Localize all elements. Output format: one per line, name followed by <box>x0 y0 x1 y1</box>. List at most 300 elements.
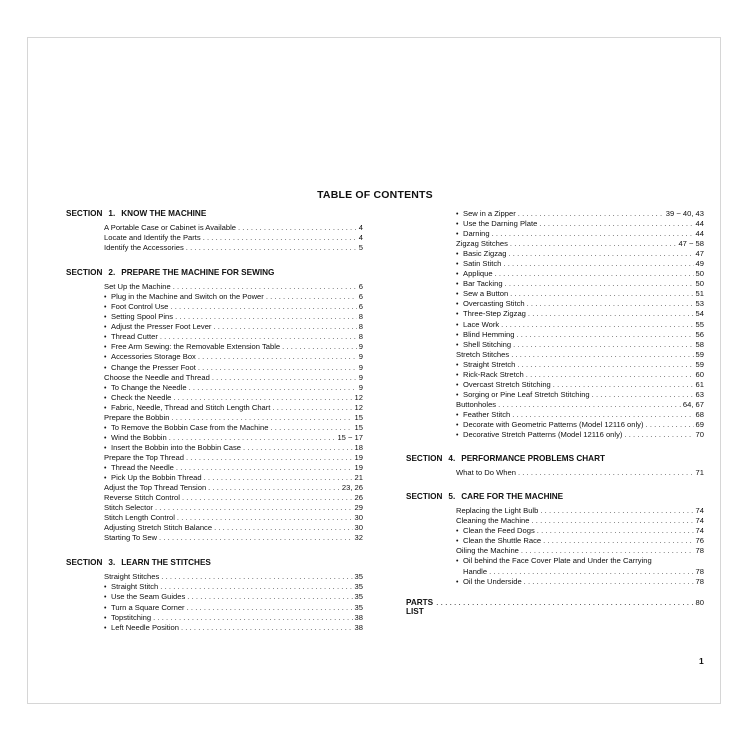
dot-leader <box>155 503 353 513</box>
toc-entry <box>456 468 704 478</box>
toc-entry-page: 35 <box>354 592 363 602</box>
toc-entry <box>456 279 704 289</box>
toc-entry <box>104 403 363 413</box>
toc-entry-page: 76 <box>695 536 704 546</box>
toc-entry-page: 39 ~ 40, 43 <box>665 209 704 218</box>
dot-leader <box>243 443 353 453</box>
dot-leader <box>513 340 693 350</box>
bullet-icon: • <box>456 291 459 299</box>
dot-leader <box>198 363 357 373</box>
dot-leader <box>539 219 693 229</box>
toc-entry <box>456 380 704 390</box>
toc-entry <box>104 413 363 423</box>
toc-entry <box>456 320 704 330</box>
bullet-icon: • <box>456 281 459 289</box>
toc-entry-title: Left Needle Position <box>111 622 179 632</box>
toc-entry <box>104 363 363 373</box>
toc-entry-page: 35 <box>354 602 363 612</box>
toc-entry-page: 69 <box>695 419 704 429</box>
dot-leader <box>214 523 352 533</box>
bullet-icon: • <box>104 404 107 412</box>
dot-leader <box>492 229 694 239</box>
bullet-icon: • <box>104 324 107 332</box>
section-heading <box>66 207 363 220</box>
toc-entry-page: 9 <box>358 362 363 372</box>
dot-leader <box>517 360 693 370</box>
toc-entry-page: 5 <box>358 243 363 253</box>
dot-leader <box>540 506 693 516</box>
toc-entry-title: Zigzag Stitches <box>456 239 508 249</box>
toc-entry <box>456 526 704 536</box>
toc-entry <box>104 623 363 633</box>
toc-entry-title: Stitch Selector <box>104 503 153 513</box>
toc-entry <box>456 249 704 259</box>
toc-entry-page: 8 <box>358 332 363 342</box>
section-number: 4. <box>448 454 456 464</box>
toc-entry <box>104 523 363 533</box>
dot-leader <box>518 209 664 219</box>
dot-leader <box>160 582 352 592</box>
toc-entry-page: 30 <box>354 523 363 533</box>
toc-entry-title: Adjusting Stretch Stitch Balance <box>104 523 213 533</box>
dot-leader <box>511 350 693 360</box>
toc-entry-page: 15 <box>354 422 363 432</box>
dot-leader <box>213 322 356 332</box>
toc-entry-page: 74 <box>695 506 704 516</box>
toc-entry <box>104 433 363 443</box>
bullet-icon: • <box>104 475 107 483</box>
toc-entry-page: 49 <box>695 259 704 269</box>
toc-entry <box>456 219 704 229</box>
bullet-icon: • <box>456 331 459 339</box>
toc-entry-page: 44 <box>695 219 704 229</box>
toc-entry-title: Sew in a Zipper <box>463 209 516 218</box>
toc-right-column <box>406 207 704 616</box>
section-label: SECTION <box>406 492 443 502</box>
dot-leader <box>436 598 692 607</box>
toc-entry-title: Prepare the Bobbin <box>104 412 170 422</box>
toc-entry-title: Starting To Sew <box>104 533 158 543</box>
toc-entry-title: Foot Control Use <box>111 302 169 312</box>
toc-entry <box>104 352 363 362</box>
toc-entry-page: 8 <box>358 312 363 322</box>
toc-entry-page: 53 <box>695 299 704 309</box>
toc-entry-title: Insert the Bobbin into the Bobbin Case <box>111 442 242 452</box>
toc-section <box>406 490 704 587</box>
toc-entry-page: 9 <box>358 352 363 362</box>
toc-entry-title: Thread the Needle <box>111 462 174 472</box>
toc-entry <box>456 209 704 219</box>
section-number: 1. <box>108 209 116 218</box>
toc-entry-page: 51 <box>695 289 704 299</box>
toc-entry <box>456 340 704 350</box>
toc-entry <box>456 536 704 546</box>
dot-leader <box>266 292 357 302</box>
toc-entry-title: Use the Darning Plate <box>463 219 538 229</box>
dot-leader <box>187 603 353 613</box>
toc-entry-page: 32 <box>354 533 363 543</box>
toc-entry-page: 30 <box>354 513 363 523</box>
toc-entry-title: Fabric, Needle, Thread and Stitch Length Chart <box>111 402 271 412</box>
toc-entry-title: To Remove the Bobbin Case from the Machine <box>111 422 269 432</box>
toc-entry-title-cont: Handle <box>463 567 488 577</box>
dot-leader <box>537 526 694 536</box>
section-heading <box>66 266 363 279</box>
dot-leader <box>153 613 352 623</box>
toc-entry-title: Turn a Square Corner <box>111 602 185 612</box>
dot-leader <box>501 320 693 330</box>
toc-entries <box>456 506 704 587</box>
toc-entry <box>104 243 363 253</box>
dot-leader <box>159 533 353 543</box>
toc-entry <box>104 463 363 473</box>
toc-entry <box>456 330 704 340</box>
toc-entry-title: Cleaning the Machine <box>456 516 530 526</box>
dot-leader <box>198 352 357 362</box>
toc-entry-title: Topstitching <box>111 612 152 622</box>
toc-entry-page: 74 <box>695 516 704 526</box>
toc-entry <box>104 582 363 592</box>
bullet-icon: • <box>456 421 459 429</box>
bullet-icon: • <box>104 584 107 592</box>
toc-entry <box>456 506 704 516</box>
toc-entry-page: 78 <box>695 546 704 556</box>
toc-entry-page: 29 <box>354 503 363 513</box>
dot-leader <box>498 400 681 410</box>
toc-entry-page: 56 <box>695 329 704 339</box>
toc-entry <box>456 289 704 299</box>
section-title: PREPARE THE MACHINE FOR SEWING <box>121 268 275 278</box>
toc-entry-title: Stitch Length Control <box>104 513 175 523</box>
toc-entry-title: Straight Stitch <box>111 582 159 592</box>
toc-entry-title: Satin Stitch <box>463 259 502 269</box>
section-title: PERFORMANCE PROBLEMS CHART <box>461 454 605 464</box>
toc-entry-title: Oiling the Machine <box>456 546 519 556</box>
bullet-icon: • <box>456 538 459 546</box>
bullet-icon: • <box>104 444 107 452</box>
toc-entry-title: Choose the Needle and Thread <box>104 372 210 382</box>
toc-entry-title: Thread Cutter <box>111 332 158 342</box>
toc-entry <box>104 503 363 513</box>
toc-entries <box>104 282 363 543</box>
toc-entry-page: 44 <box>695 229 704 239</box>
toc-entry-page: 12 <box>354 392 363 402</box>
dot-leader <box>592 390 694 400</box>
toc-entry-title: Rick-Rack Stretch <box>463 369 524 379</box>
bullet-icon: • <box>456 251 459 259</box>
toc-entry-page: 21 <box>354 473 363 483</box>
dot-leader <box>186 453 353 463</box>
toc-entry <box>104 483 363 493</box>
toc-entry-title: Prepare the Top Thread <box>104 452 184 462</box>
toc-entry <box>456 546 704 556</box>
dot-leader <box>524 577 694 587</box>
toc-entry <box>104 603 363 613</box>
toc-entry-page: 19 <box>354 462 363 472</box>
toc-entry <box>456 420 704 430</box>
toc-entry <box>104 282 363 292</box>
toc-entry-page: 6 <box>358 282 363 292</box>
toc-entry-page: 6 <box>358 302 363 312</box>
toc-entry-page: 9 <box>358 342 363 352</box>
toc-entry-title: Blind Hemming <box>463 329 515 339</box>
toc-entry-page: 63 <box>695 389 704 399</box>
bullet-icon: • <box>456 311 459 319</box>
toc-entry <box>456 309 704 319</box>
toc-entry-title: Decorate with Geometric Patterns (Model 12116 only) <box>463 419 644 429</box>
page-number: 1 <box>699 656 704 666</box>
section-heading <box>406 490 704 503</box>
bullet-icon: • <box>456 211 459 218</box>
toc-entry-page: 26 <box>354 493 363 503</box>
dot-leader <box>282 342 357 352</box>
bullet-icon: • <box>104 304 107 312</box>
toc-entries <box>104 572 363 632</box>
section-heading <box>406 452 704 465</box>
toc-entry-title: Set Up the Machine <box>104 282 171 292</box>
toc-entry-page: 35 <box>354 582 363 592</box>
toc-entry-page: 12 <box>354 402 363 412</box>
dot-leader <box>503 259 693 269</box>
bullet-icon: • <box>104 604 107 612</box>
toc-entry <box>104 223 363 233</box>
toc-entry <box>456 299 704 309</box>
bullet-icon: • <box>456 321 459 329</box>
toc-entry-title: Wind the Bobbin <box>111 432 167 442</box>
dot-leader <box>505 279 694 289</box>
dot-leader <box>204 473 353 483</box>
toc-entry-title: Three-Step Zigzag <box>463 309 526 319</box>
parts-list-entry <box>406 598 704 616</box>
page-title: TABLE OF CONTENTS <box>317 189 433 201</box>
section-heading <box>66 556 363 569</box>
toc-entry <box>456 350 704 360</box>
bullet-icon: • <box>456 371 459 379</box>
dot-leader <box>543 536 693 546</box>
toc-entry <box>104 493 363 503</box>
toc-entry <box>456 516 704 526</box>
toc-entry-title: Check the Needle <box>111 392 172 402</box>
bullet-icon: • <box>456 411 459 419</box>
toc-entry-title: Applique <box>463 269 493 279</box>
dot-leader <box>169 433 336 443</box>
toc-entry <box>104 332 363 342</box>
section-number: 3. <box>108 558 116 568</box>
toc-entry-page: 59 <box>695 349 704 359</box>
toc-entry-page: 6 <box>358 292 363 302</box>
bullet-icon: • <box>104 394 107 402</box>
toc-entry-title: Bar Tacking <box>463 279 503 289</box>
toc-section <box>406 452 704 478</box>
toc-entry-title: Free Arm Sewing: the Removable Extension Table <box>111 342 281 352</box>
toc-entry-title: Stretch Stitches <box>456 349 510 359</box>
bullet-icon: • <box>456 341 459 349</box>
bullet-icon: • <box>456 528 459 536</box>
toc-entry-title: Lace Work <box>463 319 500 329</box>
toc-entry-page: 74 <box>695 526 704 536</box>
toc-entry <box>104 613 363 623</box>
dot-leader <box>189 383 357 393</box>
toc-entry-page: 9 <box>358 382 363 392</box>
toc-entry-title: Setting Spool Pins <box>111 312 174 322</box>
bullet-icon: • <box>456 261 459 269</box>
toc-entry <box>456 577 704 587</box>
toc-entry-page: 8 <box>358 322 363 332</box>
bullet-icon: • <box>456 301 459 309</box>
dot-leader <box>489 567 693 577</box>
toc-entry <box>456 400 704 410</box>
dot-leader <box>161 572 352 582</box>
dot-leader <box>531 516 693 526</box>
toc-entry-title: Overcasting Stitch <box>463 299 525 309</box>
dot-leader <box>175 312 357 322</box>
toc-section <box>66 207 363 253</box>
bullet-icon: • <box>104 594 107 602</box>
dot-leader <box>212 373 357 383</box>
toc-entry-title: Reverse Stitch Control <box>104 493 180 503</box>
toc-entry-page: 70 <box>695 430 704 440</box>
dot-leader <box>182 493 353 503</box>
section-label: SECTION <box>406 454 443 464</box>
toc-section <box>66 266 363 543</box>
toc-entry-title: Adjust the Top Thread Tension <box>104 483 207 493</box>
bullet-icon: • <box>456 361 459 369</box>
toc-entry-title: Locate and Identify the Parts <box>104 233 201 243</box>
toc-entry-title: Adjust the Presser Foot Lever <box>111 322 212 332</box>
bullet-icon: • <box>104 294 107 302</box>
toc-entry <box>456 410 704 420</box>
toc-entry-page: 9 <box>358 372 363 382</box>
toc-entry-title: Shell Stitching <box>463 339 512 349</box>
toc-entry-page: 47 ~ 58 <box>678 239 704 249</box>
toc-entry-title: A Portable Case or Cabinet is Available <box>104 223 236 232</box>
toc-entry-page: 64, 67 <box>682 399 704 409</box>
dot-leader <box>526 370 694 380</box>
toc-entry-title: Darning <box>463 229 490 239</box>
toc-entry-page: 78 <box>695 567 704 577</box>
dot-leader <box>517 330 694 340</box>
toc-entry <box>104 423 363 433</box>
toc-entry-title: To Change the Needle <box>111 382 187 392</box>
toc-entry-title: Oil behind the Face Cover Plate and Under the Carrying <box>463 556 652 566</box>
dot-leader <box>508 249 693 259</box>
bullet-icon: • <box>456 231 459 239</box>
dot-leader <box>518 468 694 478</box>
toc-entry <box>104 393 363 403</box>
dot-leader <box>170 302 356 312</box>
toc-entry <box>456 556 704 577</box>
toc-entry-page: 61 <box>695 379 704 389</box>
dot-leader <box>646 420 694 430</box>
toc-entry <box>456 259 704 269</box>
toc-entry <box>104 322 363 332</box>
toc-entry-page: 59 <box>695 359 704 369</box>
toc-entry-page: 18 <box>354 442 363 452</box>
toc-entry-title: Basic Zigzag <box>463 249 507 259</box>
toc-entry-page: 35 <box>354 572 363 582</box>
bullet-icon: • <box>104 364 107 372</box>
bullet-icon: • <box>104 354 107 362</box>
dot-leader <box>181 623 353 633</box>
bullet-icon: • <box>104 334 107 342</box>
toc-entry-page: 54 <box>695 309 704 319</box>
toc-entry <box>104 302 363 312</box>
toc-entry <box>104 453 363 463</box>
toc-entry <box>104 592 363 602</box>
toc-entry-page: 15 <box>354 412 363 422</box>
bullet-icon: • <box>104 424 107 432</box>
parts-list-label: PARTS LIST <box>406 597 434 616</box>
dot-leader <box>510 289 693 299</box>
dot-leader <box>160 332 357 342</box>
toc-entry-page: 55 <box>695 319 704 329</box>
section-number: 5. <box>448 492 456 502</box>
toc-entry-title: Straight Stretch <box>463 359 516 369</box>
toc-entry <box>104 513 363 523</box>
dot-leader <box>208 483 340 493</box>
dot-leader <box>171 413 352 423</box>
toc-entry <box>104 233 363 243</box>
toc-entry-title: Accessories Storage Box <box>111 352 196 362</box>
toc-entry-title: Straight Stitches <box>104 572 160 582</box>
bullet-icon: • <box>104 614 107 622</box>
dot-leader <box>510 239 677 249</box>
toc-entry-page: 19 <box>354 452 363 462</box>
toc-entry <box>104 383 363 393</box>
toc-entry-title: Change the Presser Foot <box>111 362 196 372</box>
bullet-icon: • <box>104 314 107 322</box>
toc-entry <box>104 342 363 352</box>
toc-entry <box>104 533 363 543</box>
toc-entry <box>104 312 363 322</box>
toc-entry-title: Oil the Underside <box>463 577 522 587</box>
dot-leader <box>512 410 693 420</box>
toc-entry-title: Sorging or Pine Leaf Stretch Stitching <box>463 389 590 399</box>
bullet-icon: • <box>104 464 107 472</box>
toc-entry-page: 38 <box>354 622 363 632</box>
toc-entries-continued <box>456 209 704 440</box>
dot-leader <box>203 233 357 243</box>
toc-entry-title: Overcast Stretch Stitching <box>463 379 551 389</box>
toc-entry-title: Clean the Shuttle Race <box>463 536 542 546</box>
toc-entry-page: 4 <box>358 223 363 232</box>
toc-entry-page: 47 <box>695 249 704 259</box>
toc-entry-page: 4 <box>358 233 363 243</box>
section-label: SECTION <box>66 268 103 278</box>
toc-entry <box>104 292 363 302</box>
bullet-icon: • <box>456 432 459 440</box>
toc-entry-title: Clean the Feed Dogs <box>463 526 535 536</box>
section-label: SECTION <box>66 209 103 218</box>
toc-entry-title: Pick Up the Bobbin Thread <box>111 473 202 483</box>
toc-entry-title: Decorative Stretch Patterns (Model 12116 only) <box>463 430 623 440</box>
toc-entry-page: 68 <box>695 409 704 419</box>
bullet-icon: • <box>104 434 107 442</box>
toc-entry-page: 50 <box>695 279 704 289</box>
toc-entry-title: Plug in the Machine and Switch on the Power <box>111 292 264 302</box>
toc-entry-page: 60 <box>695 369 704 379</box>
bullet-icon: • <box>456 579 459 587</box>
section-number: 2. <box>108 268 116 278</box>
toc-entry <box>456 269 704 279</box>
toc-entry-page: 50 <box>695 269 704 279</box>
toc-left-column <box>66 207 363 633</box>
dot-leader <box>173 393 352 403</box>
bullet-icon: • <box>456 221 459 229</box>
toc-entry <box>104 373 363 383</box>
dot-leader <box>270 423 352 433</box>
toc-entries <box>456 468 704 478</box>
